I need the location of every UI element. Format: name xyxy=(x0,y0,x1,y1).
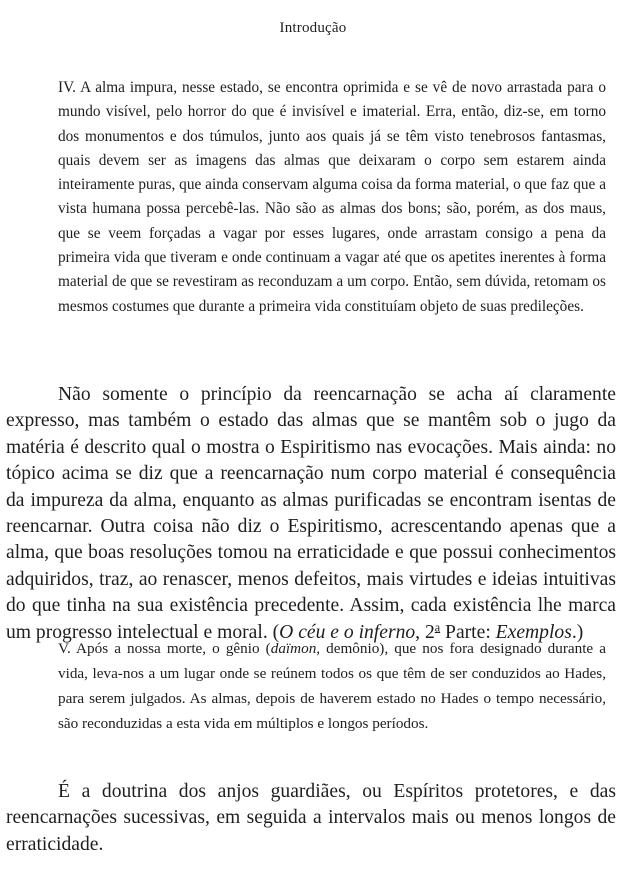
quote-v-before: V. Após a nossa morte, o gênio ( xyxy=(58,640,271,657)
paragraph-2-text: É a doutrina dos anjos guardiães, ou Espíritos protetores, e das reencarnações sucessivas, em seguida a intervalos mais ou menos longos de erraticidade. xyxy=(6,781,616,855)
citation-part: Parte: xyxy=(440,621,496,643)
paragraph-1-text: Não somente o princípio da reencarnação se acha aí claramente expresso, mas também o estado das almas que se mantêm sob o jugo da matéria é descrito qual o mostra o Espiritismo nas evocações. Mais ainda: no tópico acima se diz que a reencarnação num corpo material é consequência da impureza da alma, enquanto as almas purificadas se encontram isentas de reencarnar. Outra coisa não diz o Espiritismo, acrescentando apenas que a alma, que boas resoluções tomou na erraticidade e que possui conhecimentos adquiridos, traz, ao renascer, menos defeitos, mais virtudes e ideias intuitivas do que tinha na sua existência precedente. Assim, cada existência lhe marca um progresso intelectual e moral. ( xyxy=(6,384,616,643)
running-head: Introdução xyxy=(279,20,347,36)
quote-v-after: , demônio), que nos fora designado durante a vida, leva-nos a um lugar onde se reúnem todos os que têm de ser conduzidos ao Hades, para serem julgados. As almas, depois de haverem estado no Hades o tempo necessário, são reconduzidas a esta vida em múltiplos e longos períodos. xyxy=(58,640,606,732)
quote-iv xyxy=(58,76,606,319)
paragraph-2 xyxy=(6,779,616,858)
citation-separator: , 2 xyxy=(415,621,435,643)
quote-v xyxy=(58,636,606,736)
quote-v-term: daïmon xyxy=(270,640,317,657)
citation-ordinal: a xyxy=(434,619,441,634)
citation-end: .) xyxy=(571,621,584,643)
citation-section: Exemplos xyxy=(495,621,572,643)
quote-iv-text: IV. A alma impura, nesse estado, se encontra oprimida e se vê de novo arrastada para o mundo visível, pelo horror do que é invisível e imaterial. Erra, então, diz-se, em torno dos monumentos e dos túmulos, junto aos quais já se têm visto tenebrosos fantasmas, quais devem ser as imagens das almas que deixaram o corpo sem estarem ainda inteiramente puras, que ainda conservam alguma coisa da forma material, o que faz que a vista humana possa percebê-las. Não são as almas dos bons; são, porém, as dos maus, que se veem forçadas a vagar por esses lugares, onde arrastam consigo a pena da primeira vida que tiveram e onde continuam a vagar até que os apetites inerentes à forma material de que se revestiram as reconduzam a um corpo. Então, sem dúvida, retomam os mesmos costumes que durante a primeira vida constituíam objeto de suas predileções. xyxy=(58,79,606,315)
quote-v-text xyxy=(58,636,606,736)
paragraph-1 xyxy=(6,382,616,646)
citation-work-title: O céu e o inferno xyxy=(279,621,416,643)
